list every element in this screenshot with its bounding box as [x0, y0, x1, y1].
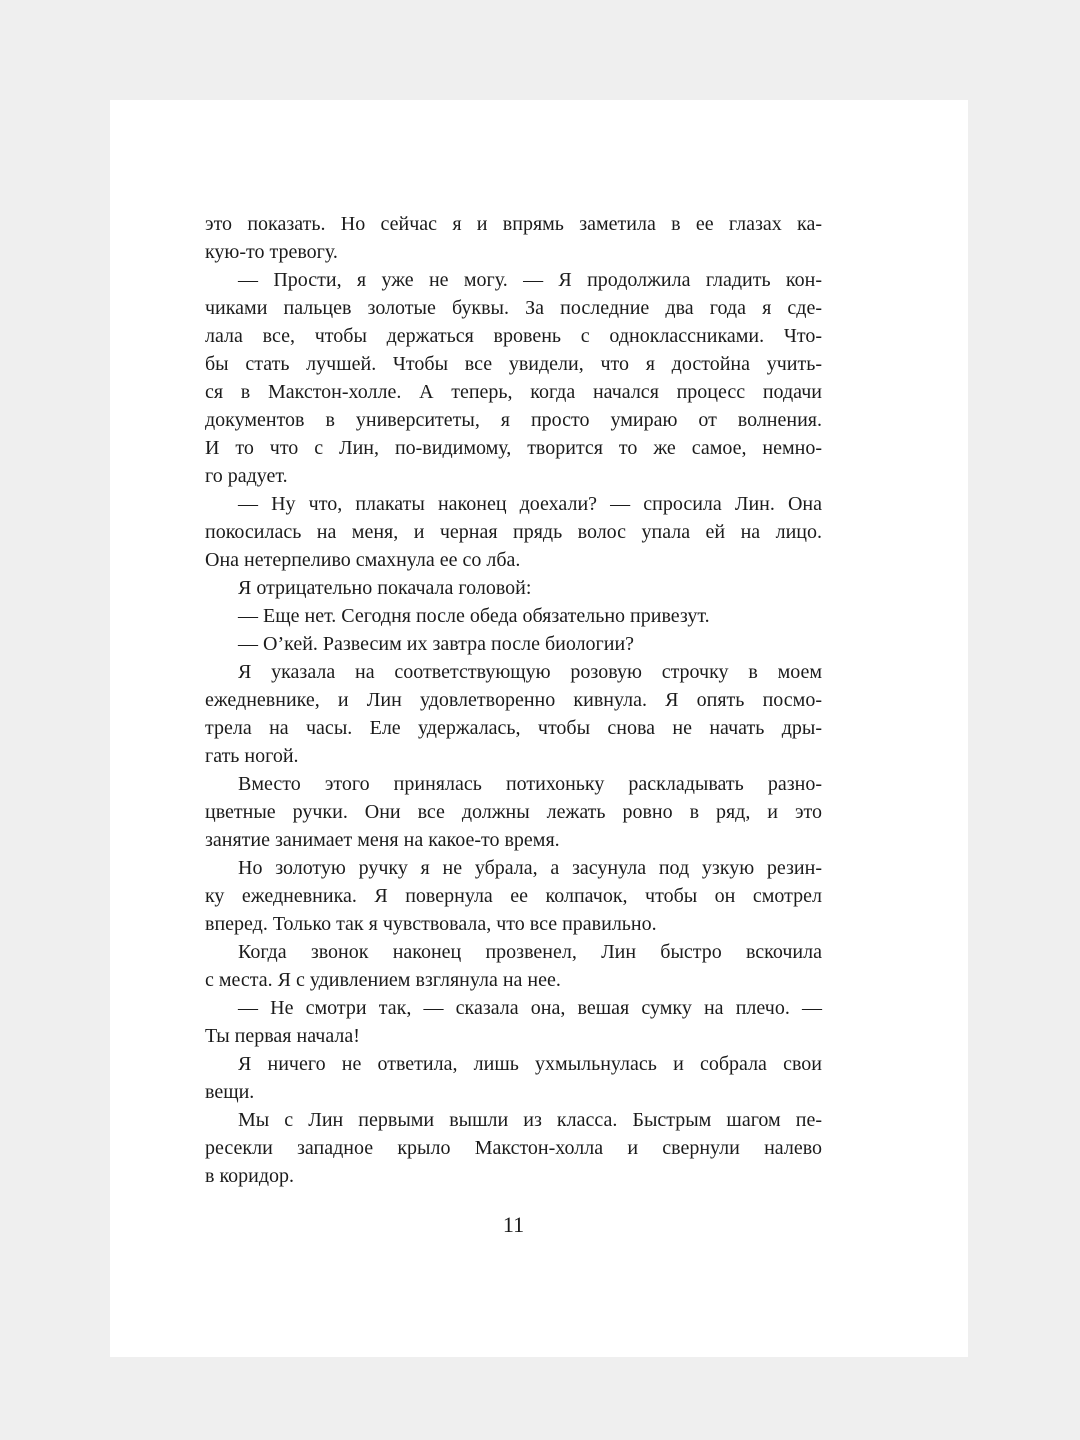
text-line: цветные ручки. Они все должны лежать ровно в ряд, и это: [205, 801, 822, 823]
page-text: [205, 210, 822, 1190]
text-line: документов в университеты, я просто умираю от волнения.: [205, 409, 822, 431]
text-line: И то что с Лин, по-видимому, творится то же самое, немно-: [205, 437, 822, 459]
text-line: Я указала на соответствующую розовую строчку в моем: [238, 661, 822, 683]
text-line: Я отрицательно покачала головой:: [238, 577, 532, 599]
text-line: Мы с Лин первыми вышли из класса. Быстрым шагом пе-: [238, 1109, 822, 1131]
text-line: трела на часы. Еле удержалась, чтобы снова не начать дры-: [205, 717, 822, 739]
text-line: вещи.: [205, 1081, 255, 1103]
book-page: [110, 100, 968, 1357]
text-line: го радует.: [205, 465, 288, 487]
text-line: Но золотую ручку я не убрала, а засунула под узкую резин-: [238, 857, 822, 879]
text-line: занятие занимает меня на какое-то время.: [205, 829, 560, 851]
text-line: Когда звонок наконец прозвенел, Лин быстро вскочила: [238, 941, 822, 963]
text-line: — О’кей. Развесим их завтра после биологии?: [238, 633, 635, 655]
text-line: чиками пальцев золотые буквы. За последние два года я сде-: [205, 297, 822, 319]
text-line: это показать. Но сейчас я и впрямь заметила в ее глазах ка-: [205, 213, 822, 235]
text-line: Она нетерпеливо смахнула ее со лба.: [205, 549, 521, 571]
text-line: ежедневнике, и Лин удовлетворенно кивнула. Я опять посмо-: [205, 689, 822, 711]
text-line: — Еще нет. Сегодня после обеда обязательно привезут.: [238, 605, 710, 627]
text-line: Я ничего не ответила, лишь ухмыльнулась и собрала свои: [238, 1053, 822, 1075]
text-line: — Ну что, плакаты наконец доехали? — спросила Лин. Она: [238, 493, 822, 515]
text-line: Ты первая начала!: [205, 1025, 360, 1047]
text-line: ся в Макстон-холле. А теперь, когда начался процесс подачи: [205, 381, 822, 403]
text-line: вперед. Только так я чувствовала, что все правильно.: [205, 913, 657, 935]
text-line: в коридор.: [205, 1165, 295, 1187]
text-line: покосилась на меня, и черная прядь волос упала ей на лицо.: [205, 521, 822, 543]
text-line: с места. Я с удивлением взглянула на нее.: [205, 969, 561, 991]
text-line: гать ногой.: [205, 745, 299, 767]
text-line: лала все, чтобы держаться вровень с одноклассниками. Что-: [205, 325, 822, 347]
text-line: ресекли западное крыло Макстон-холла и свернули налево: [205, 1137, 822, 1159]
text-line: — Не смотри так, — сказала она, вешая сумку на плечо. —: [238, 997, 822, 1019]
text-line: кую-то тревогу.: [205, 241, 338, 263]
page-number: 11: [502, 1212, 525, 1237]
text-line: Вместо этого принялась потихоньку раскладывать разно-: [238, 773, 822, 795]
text-line: бы стать лучшей. Чтобы все увидели, что я достойна учить-: [205, 353, 822, 375]
text-line: ку ежедневника. Я повернула ее колпачок, чтобы он смотрел: [205, 885, 822, 907]
text-line: — Прости, я уже не могу. — Я продолжила гладить кон-: [238, 269, 822, 291]
